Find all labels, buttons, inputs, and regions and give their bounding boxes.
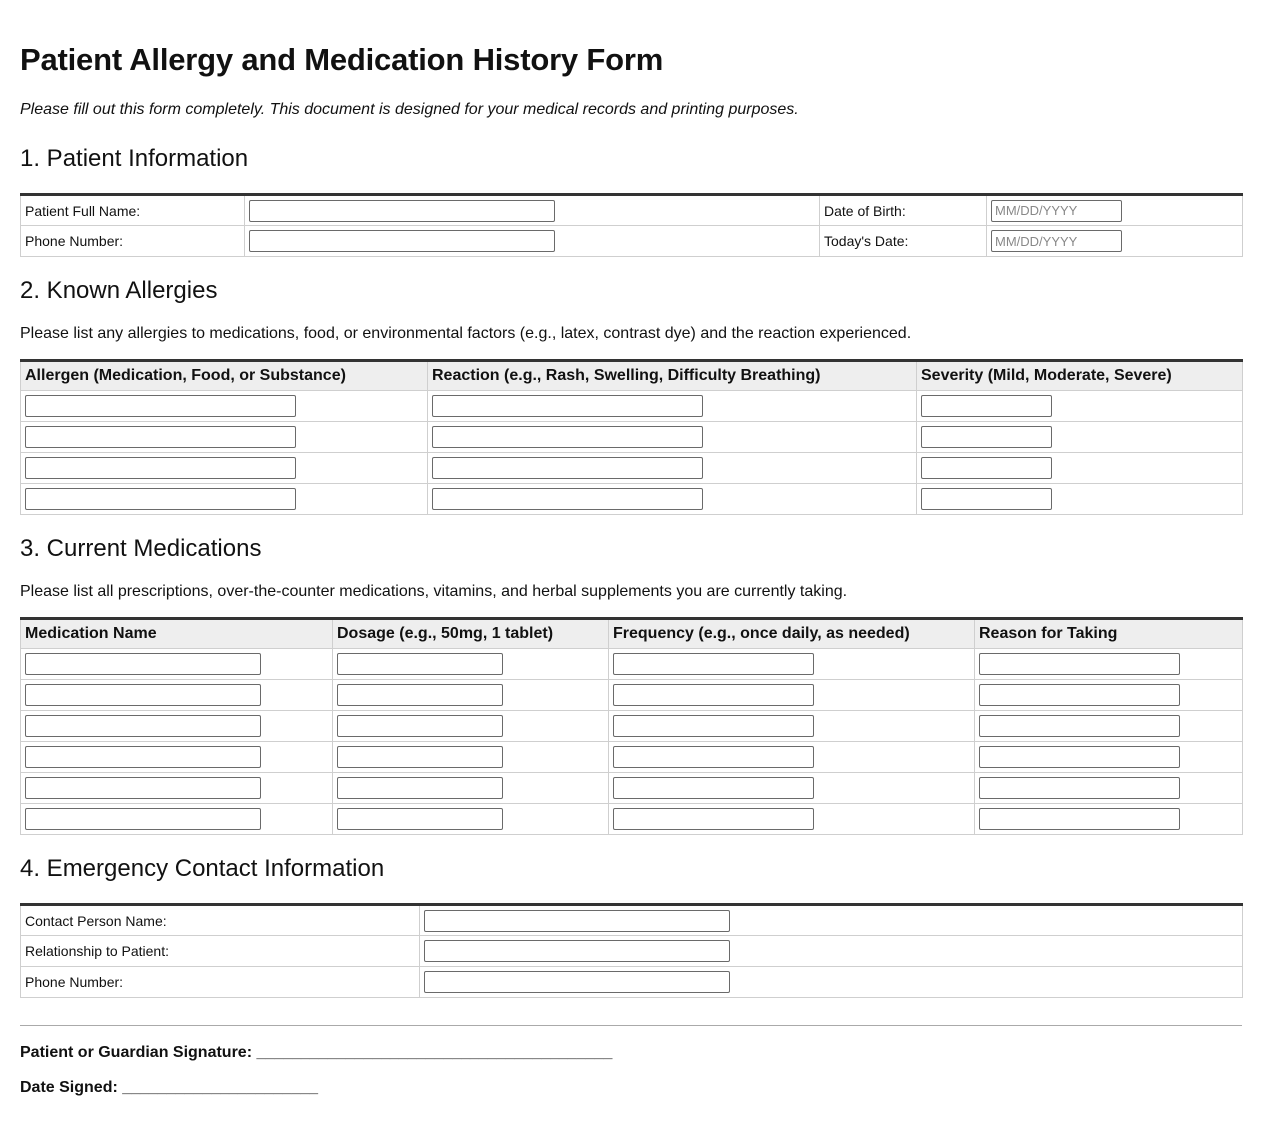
frequency-input[interactable] xyxy=(613,746,814,768)
frequency-input[interactable] xyxy=(613,808,814,830)
severity-input[interactable] xyxy=(921,395,1052,417)
frequency-input[interactable] xyxy=(613,684,814,706)
emergency-phone-field[interactable] xyxy=(424,971,730,993)
table-row xyxy=(21,804,1243,835)
signature-line xyxy=(20,1043,1242,1063)
table-header-row xyxy=(21,619,1243,649)
relationship-field[interactable] xyxy=(424,940,730,962)
medication-name-input[interactable] xyxy=(25,808,261,830)
today-date-label: Today's Date: xyxy=(820,226,987,257)
frequency-input[interactable] xyxy=(613,777,814,799)
phone-label: Phone Number: xyxy=(21,226,245,257)
table-row xyxy=(21,195,1243,226)
dosage-input[interactable] xyxy=(337,746,503,768)
column-header-dosage: Dosage (e.g., 50mg, 1 tablet) xyxy=(333,619,609,649)
date-signed-line xyxy=(20,1078,1242,1098)
allergen-input[interactable] xyxy=(25,488,296,510)
dob-label: Date of Birth: xyxy=(820,195,987,226)
allergen-input[interactable] xyxy=(25,395,296,417)
table-row xyxy=(21,905,1243,936)
table-row xyxy=(21,453,1243,484)
full-name-field[interactable] xyxy=(249,200,555,222)
reason-input[interactable] xyxy=(979,715,1180,737)
dosage-input[interactable] xyxy=(337,777,503,799)
table-row xyxy=(21,484,1243,515)
today-date-field[interactable] xyxy=(991,230,1122,252)
signature-blank[interactable]: ________________________________________ xyxy=(256,1044,613,1061)
reaction-input[interactable] xyxy=(432,488,703,510)
dosage-input[interactable] xyxy=(337,715,503,737)
signature-divider xyxy=(20,1025,1242,1026)
medications-table-body xyxy=(21,649,1243,835)
allergen-input[interactable] xyxy=(25,457,296,479)
table-row xyxy=(21,391,1243,422)
reaction-input[interactable] xyxy=(432,426,703,448)
table-row xyxy=(21,711,1243,742)
section-heading-allergies: 2. Known Allergies xyxy=(20,277,218,304)
allergies-table xyxy=(20,359,1243,515)
reason-input[interactable] xyxy=(979,653,1180,675)
column-header-allergen: Allergen (Medication, Food, or Substance) xyxy=(21,361,428,391)
dosage-input[interactable] xyxy=(337,653,503,675)
table-row xyxy=(21,226,1243,257)
phone-field[interactable] xyxy=(249,230,555,252)
reaction-input[interactable] xyxy=(432,457,703,479)
reason-input[interactable] xyxy=(979,746,1180,768)
column-header-reaction: Reaction (e.g., Rash, Swelling, Difficulty Breathing) xyxy=(428,361,917,391)
severity-input[interactable] xyxy=(921,426,1052,448)
table-row xyxy=(21,422,1243,453)
date-signed-blank[interactable]: ______________________ xyxy=(122,1079,319,1096)
allergies-table-body xyxy=(21,391,1243,515)
reason-input[interactable] xyxy=(979,684,1180,706)
dob-field[interactable] xyxy=(991,200,1122,222)
reason-input[interactable] xyxy=(979,777,1180,799)
column-header-frequency: Frequency (e.g., once daily, as needed) xyxy=(609,619,975,649)
medication-name-input[interactable] xyxy=(25,684,261,706)
column-header-medication-name: Medication Name xyxy=(21,619,333,649)
medications-table xyxy=(20,617,1243,835)
relationship-label: Relationship to Patient: xyxy=(21,936,420,967)
section-heading-emergency: 4. Emergency Contact Information xyxy=(20,855,385,882)
full-name-label: Patient Full Name: xyxy=(21,195,245,226)
dosage-input[interactable] xyxy=(337,684,503,706)
emergency-phone-label: Phone Number: xyxy=(21,967,420,998)
section-heading-medications: 3. Current Medications xyxy=(20,535,262,562)
emergency-contact-table xyxy=(20,903,1243,998)
reason-input[interactable] xyxy=(979,808,1180,830)
table-row xyxy=(21,936,1243,967)
medication-name-input[interactable] xyxy=(25,777,261,799)
contact-name-field[interactable] xyxy=(424,910,730,932)
column-header-reason: Reason for Taking xyxy=(975,619,1243,649)
table-row xyxy=(21,967,1243,998)
date-signed-label: Date Signed: xyxy=(20,1079,118,1096)
table-row xyxy=(21,680,1243,711)
table-header-row xyxy=(21,361,1243,391)
allergen-input[interactable] xyxy=(25,426,296,448)
table-row xyxy=(21,742,1243,773)
frequency-input[interactable] xyxy=(613,715,814,737)
medications-description: Please list all prescriptions, over-the-counter medications, vitamins, and herbal supplements you are currently taking. xyxy=(20,583,848,600)
medication-name-input[interactable] xyxy=(25,653,261,675)
contact-name-label: Contact Person Name: xyxy=(21,905,420,936)
dosage-input[interactable] xyxy=(337,808,503,830)
intro-text: Please fill out this form completely. This document is designed for your medical records and printing purposes. xyxy=(20,101,799,118)
page-title: Patient Allergy and Medication History Form xyxy=(20,42,664,77)
allergies-description: Please list any allergies to medications, food, or environmental factors (e.g., latex, contrast dye) and the reaction experienced. xyxy=(20,325,912,342)
severity-input[interactable] xyxy=(921,457,1052,479)
section-heading-patient-info: 1. Patient Information xyxy=(20,145,249,172)
medication-name-input[interactable] xyxy=(25,746,261,768)
column-header-severity: Severity (Mild, Moderate, Severe) xyxy=(917,361,1243,391)
patient-info-table xyxy=(20,193,1243,257)
frequency-input[interactable] xyxy=(613,653,814,675)
table-row xyxy=(21,773,1243,804)
reaction-input[interactable] xyxy=(432,395,703,417)
table-row xyxy=(21,649,1243,680)
medication-name-input[interactable] xyxy=(25,715,261,737)
signature-label: Patient or Guardian Signature: xyxy=(20,1044,253,1061)
severity-input[interactable] xyxy=(921,488,1052,510)
